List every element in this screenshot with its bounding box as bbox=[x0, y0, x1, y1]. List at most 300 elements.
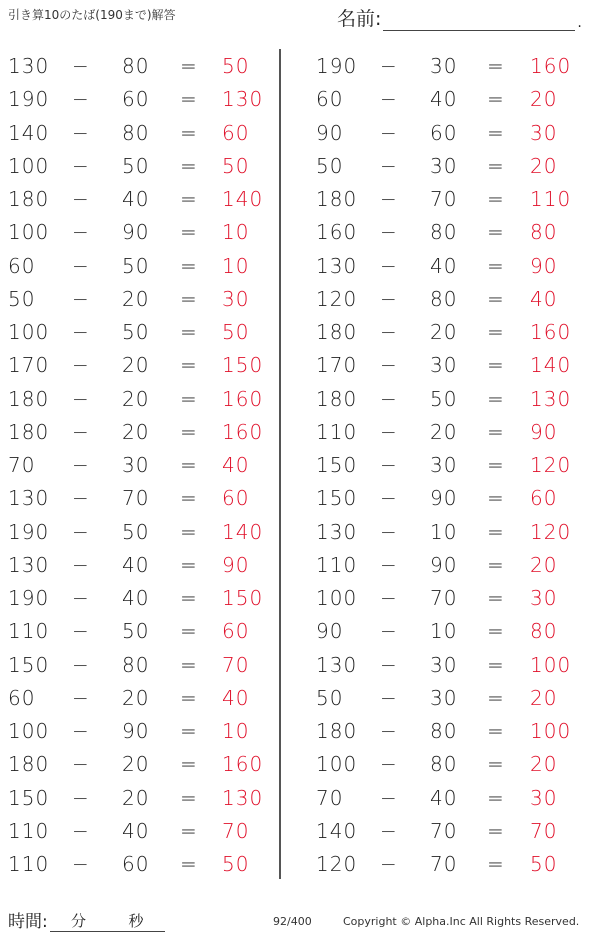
equals-sign: = bbox=[180, 519, 198, 544]
subtrahend: 30 bbox=[430, 353, 458, 378]
subtrahend: 20 bbox=[122, 685, 150, 710]
subtrahend: 50 bbox=[430, 386, 458, 411]
minus-sign: − bbox=[380, 253, 398, 278]
equals-sign: = bbox=[180, 785, 198, 810]
problem-row bbox=[300, 648, 590, 681]
subtrahend: 90 bbox=[430, 552, 458, 577]
minus-sign: − bbox=[380, 619, 398, 644]
answer: 110 bbox=[530, 187, 572, 211]
equals-sign: = bbox=[487, 652, 505, 677]
subtrahend: 70 bbox=[122, 486, 150, 511]
minuend: 170 bbox=[8, 353, 50, 378]
answer: 50 bbox=[222, 153, 250, 178]
time-field bbox=[8, 907, 165, 932]
equals-sign: = bbox=[487, 320, 505, 344]
equals-sign: = bbox=[487, 818, 505, 843]
equals-sign: = bbox=[487, 619, 505, 644]
answer: 160 bbox=[222, 386, 264, 411]
minuend: 110 bbox=[8, 852, 50, 876]
minuend: 60 bbox=[8, 685, 36, 710]
problem-row bbox=[0, 182, 290, 215]
problem-row bbox=[300, 614, 590, 647]
answer: 20 bbox=[530, 153, 558, 178]
answer: 50 bbox=[222, 852, 250, 876]
problem-row bbox=[0, 249, 290, 282]
subtrahend: 60 bbox=[122, 87, 150, 112]
minuend: 100 bbox=[8, 220, 50, 245]
answer: 20 bbox=[530, 552, 558, 577]
equals-sign: = bbox=[487, 685, 505, 710]
answer: 160 bbox=[222, 752, 264, 777]
problem-row bbox=[0, 116, 290, 149]
answer: 30 bbox=[530, 586, 558, 610]
minus-sign: − bbox=[72, 386, 90, 411]
equals-sign: = bbox=[180, 852, 198, 876]
equals-sign: = bbox=[180, 120, 198, 145]
equals-sign: = bbox=[487, 453, 505, 477]
minus-sign: − bbox=[380, 220, 398, 245]
minus-sign: − bbox=[72, 87, 90, 112]
subtrahend: 40 bbox=[430, 253, 458, 278]
problem-row bbox=[0, 481, 290, 514]
copyright-notice: Copyright © Alpha.Inc All Rights Reserved. bbox=[343, 915, 580, 928]
subtrahend: 70 bbox=[430, 586, 458, 610]
minus-sign: − bbox=[72, 619, 90, 644]
equals-sign: = bbox=[487, 253, 505, 278]
subtrahend: 10 bbox=[430, 519, 458, 544]
problem-row bbox=[300, 781, 590, 814]
minus-sign: − bbox=[72, 685, 90, 710]
equals-sign: = bbox=[180, 386, 198, 411]
problem-row bbox=[300, 348, 590, 381]
subtrahend: 50 bbox=[122, 320, 150, 344]
minutes-label: 分 bbox=[70, 912, 86, 930]
answer: 60 bbox=[530, 486, 558, 511]
minuend: 70 bbox=[316, 785, 344, 810]
subtrahend: 20 bbox=[122, 752, 150, 777]
problem-row bbox=[300, 249, 590, 282]
name-field-area bbox=[337, 4, 582, 31]
minuend: 150 bbox=[316, 453, 358, 477]
answer: 10 bbox=[222, 220, 250, 245]
minus-sign: − bbox=[380, 320, 398, 344]
equals-sign: = bbox=[180, 320, 198, 344]
subtrahend: 90 bbox=[122, 719, 150, 743]
equals-sign: = bbox=[180, 486, 198, 511]
minuend: 180 bbox=[8, 386, 50, 411]
minuend: 90 bbox=[316, 120, 344, 145]
minus-sign: − bbox=[72, 719, 90, 743]
subtrahend: 70 bbox=[430, 187, 458, 211]
equals-sign: = bbox=[180, 586, 198, 610]
subtrahend: 80 bbox=[122, 652, 150, 677]
problem-row bbox=[0, 781, 290, 814]
answer: 40 bbox=[222, 453, 250, 477]
equals-sign: = bbox=[487, 87, 505, 112]
minus-sign: − bbox=[380, 353, 398, 378]
equals-sign: = bbox=[487, 419, 505, 444]
subtrahend: 70 bbox=[430, 818, 458, 843]
subtrahend: 30 bbox=[430, 652, 458, 677]
minus-sign: − bbox=[72, 120, 90, 145]
minus-sign: − bbox=[380, 286, 398, 311]
answer: 120 bbox=[530, 519, 572, 544]
equals-sign: = bbox=[180, 685, 198, 710]
equals-sign: = bbox=[180, 253, 198, 278]
problem-row bbox=[0, 747, 290, 780]
subtrahend: 80 bbox=[122, 54, 150, 78]
minuend: 110 bbox=[8, 619, 50, 644]
problem-row bbox=[300, 747, 590, 780]
equals-sign: = bbox=[180, 752, 198, 777]
equals-sign: = bbox=[487, 153, 505, 178]
subtrahend: 20 bbox=[122, 785, 150, 810]
answer: 120 bbox=[530, 453, 572, 477]
problem-row bbox=[300, 182, 590, 215]
minuend: 170 bbox=[316, 353, 358, 378]
problem-row bbox=[0, 714, 290, 747]
minuend: 130 bbox=[8, 54, 50, 78]
minuend: 120 bbox=[316, 286, 358, 311]
equals-sign: = bbox=[487, 187, 505, 211]
subtrahend: 30 bbox=[430, 453, 458, 477]
minuend: 130 bbox=[316, 519, 358, 544]
problem-row bbox=[0, 82, 290, 115]
subtrahend: 40 bbox=[122, 586, 150, 610]
answer: 20 bbox=[530, 87, 558, 112]
minuend: 180 bbox=[316, 320, 358, 344]
equals-sign: = bbox=[180, 552, 198, 577]
minus-sign: − bbox=[72, 253, 90, 278]
equals-sign: = bbox=[487, 220, 505, 245]
answer: 60 bbox=[222, 120, 250, 145]
subtrahend: 30 bbox=[430, 54, 458, 78]
minuend: 50 bbox=[316, 685, 344, 710]
subtrahend: 80 bbox=[430, 752, 458, 777]
subtrahend: 20 bbox=[122, 386, 150, 411]
problem-row bbox=[0, 348, 290, 381]
problem-row bbox=[0, 448, 290, 481]
equals-sign: = bbox=[180, 453, 198, 477]
problem-row bbox=[0, 847, 290, 880]
minus-sign: − bbox=[380, 652, 398, 677]
minus-sign: − bbox=[380, 785, 398, 810]
minuend: 110 bbox=[316, 552, 358, 577]
minuend: 130 bbox=[8, 552, 50, 577]
subtrahend: 20 bbox=[430, 320, 458, 344]
answer: 150 bbox=[222, 353, 264, 378]
minus-sign: − bbox=[380, 453, 398, 477]
equals-sign: = bbox=[180, 87, 198, 112]
problem-row bbox=[0, 49, 290, 82]
minus-sign: − bbox=[72, 486, 90, 511]
answer: 50 bbox=[222, 54, 250, 78]
minuend: 180 bbox=[316, 719, 358, 743]
answer: 140 bbox=[222, 519, 264, 544]
minus-sign: − bbox=[72, 652, 90, 677]
problem-row bbox=[300, 149, 590, 182]
equals-sign: = bbox=[487, 353, 505, 378]
equals-sign: = bbox=[487, 586, 505, 610]
subtrahend: 60 bbox=[430, 120, 458, 145]
answer: 30 bbox=[530, 120, 558, 145]
minus-sign: − bbox=[72, 785, 90, 810]
page-number: 92/400 bbox=[273, 915, 312, 928]
problem-row bbox=[0, 814, 290, 847]
answer: 160 bbox=[530, 54, 572, 78]
minuend: 50 bbox=[316, 153, 344, 178]
answer: 50 bbox=[222, 320, 250, 344]
problem-row bbox=[300, 82, 590, 115]
answer: 80 bbox=[530, 220, 558, 245]
seconds-label: 秒 bbox=[128, 912, 144, 930]
minus-sign: − bbox=[72, 353, 90, 378]
name-blank-line bbox=[383, 10, 575, 31]
name-label: 名前: bbox=[337, 8, 382, 30]
minuend: 190 bbox=[8, 87, 50, 112]
minuend: 180 bbox=[8, 187, 50, 211]
minus-sign: − bbox=[380, 685, 398, 710]
subtrahend: 40 bbox=[122, 552, 150, 577]
answer: 130 bbox=[530, 386, 572, 411]
answer: 60 bbox=[222, 619, 250, 644]
problem-row bbox=[300, 515, 590, 548]
minuend: 130 bbox=[8, 486, 50, 511]
answer: 30 bbox=[530, 785, 558, 810]
problem-row bbox=[300, 714, 590, 747]
equals-sign: = bbox=[180, 220, 198, 245]
minus-sign: − bbox=[380, 120, 398, 145]
minus-sign: − bbox=[72, 54, 90, 78]
minuend: 150 bbox=[8, 652, 50, 677]
minuend: 100 bbox=[316, 586, 358, 610]
equals-sign: = bbox=[487, 286, 505, 311]
subtrahend: 40 bbox=[430, 785, 458, 810]
name-end-dot: . bbox=[577, 15, 582, 31]
minus-sign: − bbox=[72, 752, 90, 777]
problem-row bbox=[0, 581, 290, 614]
subtrahend: 30 bbox=[122, 453, 150, 477]
minuend: 100 bbox=[8, 719, 50, 743]
equals-sign: = bbox=[487, 752, 505, 777]
minuend: 60 bbox=[8, 253, 36, 278]
problem-row bbox=[300, 282, 590, 315]
minuend: 110 bbox=[8, 818, 50, 843]
answer: 150 bbox=[222, 586, 264, 610]
minus-sign: − bbox=[380, 486, 398, 511]
minuend: 190 bbox=[316, 54, 358, 78]
minus-sign: − bbox=[380, 187, 398, 211]
problem-row bbox=[0, 282, 290, 315]
minuend: 180 bbox=[316, 386, 358, 411]
answer: 100 bbox=[530, 652, 572, 677]
answer: 80 bbox=[530, 619, 558, 644]
answer: 160 bbox=[530, 320, 572, 344]
answer: 60 bbox=[222, 486, 250, 511]
equals-sign: = bbox=[487, 386, 505, 411]
problem-row bbox=[300, 215, 590, 248]
minus-sign: − bbox=[380, 519, 398, 544]
minus-sign: − bbox=[72, 852, 90, 876]
minus-sign: − bbox=[72, 818, 90, 843]
answer: 20 bbox=[530, 752, 558, 777]
equals-sign: = bbox=[487, 54, 505, 78]
answer: 140 bbox=[222, 187, 264, 211]
subtrahend: 90 bbox=[122, 220, 150, 245]
minuend: 180 bbox=[316, 187, 358, 211]
equals-sign: = bbox=[487, 519, 505, 544]
equals-sign: = bbox=[180, 353, 198, 378]
minus-sign: − bbox=[380, 87, 398, 112]
subtrahend: 10 bbox=[430, 619, 458, 644]
answer: 90 bbox=[530, 419, 558, 444]
minuend: 100 bbox=[8, 320, 50, 344]
minus-sign: − bbox=[72, 453, 90, 477]
answer: 140 bbox=[530, 353, 572, 378]
problem-row bbox=[0, 681, 290, 714]
minus-sign: − bbox=[72, 552, 90, 577]
minus-sign: − bbox=[380, 852, 398, 876]
problem-row bbox=[0, 548, 290, 581]
minus-sign: − bbox=[72, 586, 90, 610]
answer: 40 bbox=[530, 286, 558, 311]
answer: 20 bbox=[530, 685, 558, 710]
subtrahend: 20 bbox=[122, 286, 150, 311]
minus-sign: − bbox=[380, 153, 398, 178]
minus-sign: − bbox=[72, 153, 90, 178]
minus-sign: − bbox=[72, 187, 90, 211]
equals-sign: = bbox=[180, 719, 198, 743]
subtrahend: 80 bbox=[430, 220, 458, 245]
subtrahend: 90 bbox=[430, 486, 458, 511]
equals-sign: = bbox=[180, 652, 198, 677]
subtrahend: 50 bbox=[122, 253, 150, 278]
minuend: 190 bbox=[8, 586, 50, 610]
minuend: 100 bbox=[316, 752, 358, 777]
minuend: 70 bbox=[8, 453, 36, 477]
subtrahend: 30 bbox=[430, 685, 458, 710]
minus-sign: − bbox=[380, 54, 398, 78]
problem-row bbox=[300, 481, 590, 514]
minus-sign: − bbox=[380, 419, 398, 444]
minuend: 120 bbox=[316, 852, 358, 876]
subtrahend: 50 bbox=[122, 619, 150, 644]
equals-sign: = bbox=[180, 619, 198, 644]
subtrahend: 50 bbox=[122, 519, 150, 544]
minuend: 180 bbox=[8, 752, 50, 777]
equals-sign: = bbox=[487, 120, 505, 145]
equals-sign: = bbox=[180, 419, 198, 444]
problem-row bbox=[300, 814, 590, 847]
minuend: 140 bbox=[316, 818, 358, 843]
minus-sign: − bbox=[380, 818, 398, 843]
minuend: 90 bbox=[316, 619, 344, 644]
problem-row bbox=[300, 49, 590, 82]
problem-row bbox=[300, 315, 590, 348]
problem-row bbox=[0, 382, 290, 415]
equals-sign: = bbox=[180, 54, 198, 78]
minuend: 150 bbox=[8, 785, 50, 810]
answer: 10 bbox=[222, 719, 250, 743]
subtrahend: 40 bbox=[122, 818, 150, 843]
problem-row bbox=[0, 515, 290, 548]
subtrahend: 20 bbox=[430, 419, 458, 444]
minuend: 100 bbox=[8, 153, 50, 178]
minus-sign: − bbox=[72, 419, 90, 444]
time-blank-line bbox=[50, 910, 165, 932]
answer: 130 bbox=[222, 785, 264, 810]
problem-row bbox=[300, 581, 590, 614]
problem-row bbox=[300, 448, 590, 481]
minuend: 130 bbox=[316, 652, 358, 677]
problem-row bbox=[300, 847, 590, 880]
minuend: 150 bbox=[316, 486, 358, 511]
problem-row bbox=[0, 315, 290, 348]
worksheet-title: 引き算10のたば(190まで)解答 bbox=[8, 8, 176, 22]
subtrahend: 60 bbox=[122, 852, 150, 876]
subtrahend: 30 bbox=[430, 153, 458, 178]
minuend: 180 bbox=[8, 419, 50, 444]
answer: 70 bbox=[530, 818, 558, 843]
minuend: 130 bbox=[316, 253, 358, 278]
problem-row bbox=[0, 415, 290, 448]
problem-row bbox=[300, 681, 590, 714]
answer: 40 bbox=[222, 685, 250, 710]
answer: 10 bbox=[222, 253, 250, 278]
answer: 30 bbox=[222, 286, 250, 311]
problem-row bbox=[300, 415, 590, 448]
equals-sign: = bbox=[487, 552, 505, 577]
equals-sign: = bbox=[180, 818, 198, 843]
equals-sign: = bbox=[487, 785, 505, 810]
equals-sign: = bbox=[180, 153, 198, 178]
minuend: 190 bbox=[8, 519, 50, 544]
equals-sign: = bbox=[180, 286, 198, 311]
minuend: 140 bbox=[8, 120, 50, 145]
subtrahend: 20 bbox=[122, 419, 150, 444]
answer: 90 bbox=[530, 253, 558, 278]
left-problem-column bbox=[0, 49, 290, 880]
equals-sign: = bbox=[487, 719, 505, 743]
minus-sign: − bbox=[72, 220, 90, 245]
minus-sign: − bbox=[380, 719, 398, 743]
answer: 50 bbox=[530, 852, 558, 876]
minus-sign: − bbox=[72, 286, 90, 311]
equals-sign: = bbox=[180, 187, 198, 211]
problem-row bbox=[0, 614, 290, 647]
subtrahend: 80 bbox=[430, 719, 458, 743]
subtrahend: 20 bbox=[122, 353, 150, 378]
minuend: 60 bbox=[316, 87, 344, 112]
problem-row bbox=[300, 382, 590, 415]
subtrahend: 50 bbox=[122, 153, 150, 178]
minus-sign: − bbox=[72, 320, 90, 344]
minus-sign: − bbox=[380, 752, 398, 777]
minus-sign: − bbox=[380, 386, 398, 411]
equals-sign: = bbox=[487, 486, 505, 511]
answer: 70 bbox=[222, 652, 250, 677]
minuend: 160 bbox=[316, 220, 358, 245]
problem-row bbox=[300, 548, 590, 581]
subtrahend: 70 bbox=[430, 852, 458, 876]
minus-sign: − bbox=[72, 519, 90, 544]
answer: 160 bbox=[222, 419, 264, 444]
subtrahend: 40 bbox=[122, 187, 150, 211]
problem-row bbox=[300, 116, 590, 149]
subtrahend: 80 bbox=[122, 120, 150, 145]
subtrahend: 40 bbox=[430, 87, 458, 112]
time-label: 時間: bbox=[8, 912, 48, 932]
